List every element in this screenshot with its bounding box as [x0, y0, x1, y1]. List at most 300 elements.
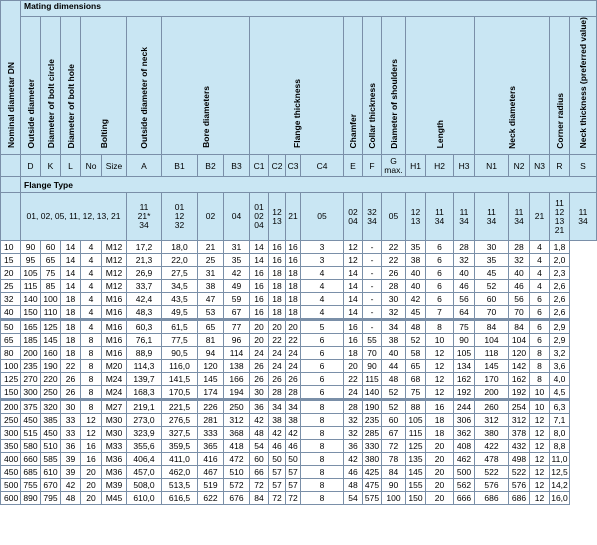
value-cell: - [363, 254, 382, 267]
value-cell: 472 [224, 453, 250, 466]
value-cell: 26,9 [127, 267, 162, 280]
value-cell: 18 [61, 347, 81, 360]
value-cell: 64 [454, 306, 475, 320]
value-cell: 6 [530, 320, 550, 334]
code-cell: C4 [301, 155, 344, 177]
outside-diameter-header: Outside diameter [21, 17, 41, 155]
value-cell: 450 [41, 427, 61, 440]
value-cell: 6 [530, 306, 550, 320]
table-row [1, 267, 597, 280]
value-cell: 70 [509, 306, 530, 320]
value-cell: 385 [41, 414, 61, 427]
value-cell: 18 [269, 293, 286, 306]
value-cell: 16 [250, 306, 269, 320]
table-row [1, 440, 597, 453]
value-cell: 72 [269, 492, 286, 505]
value-cell: 50 [286, 453, 301, 466]
value-cell: 88 [406, 400, 426, 414]
value-cell: 72 [382, 440, 406, 453]
value-cell: M45 [102, 492, 127, 505]
value-cell: 28 [286, 386, 301, 400]
value-cell: 134 [454, 360, 475, 373]
value-cell: 20 [426, 492, 454, 505]
table-row [1, 347, 597, 360]
value-cell: 365 [198, 440, 224, 453]
value-cell: 52 [406, 334, 426, 347]
value-cell: 6 [426, 241, 454, 254]
value-cell: 26 [250, 360, 269, 373]
value-cell: 8,8 [550, 440, 570, 453]
value-cell: 12 [426, 386, 454, 400]
value-cell: 6 [301, 373, 344, 386]
ft-D-L: 01, 02, 05, 11, 12, 13, 21 [21, 193, 127, 241]
bolt-hole-header: Diameter of bolt hole [61, 17, 81, 155]
value-cell: 31 [198, 267, 224, 280]
value-cell: M12 [102, 241, 127, 254]
value-cell: 576 [509, 479, 530, 492]
value-cell: 16 [250, 280, 269, 293]
value-cell: 30 [61, 400, 81, 414]
value-cell: 138 [224, 360, 250, 373]
value-cell: 8 [530, 373, 550, 386]
value-cell: 94 [198, 347, 224, 360]
ft-A: 11 21* 34 [127, 193, 162, 241]
value-cell: 359,5 [162, 440, 198, 453]
value-cell: 273,0 [127, 414, 162, 427]
value-cell: 686 [475, 492, 509, 505]
value-cell: 100 [41, 293, 61, 306]
code-cell: B3 [224, 155, 250, 177]
value-cell: 115 [363, 373, 382, 386]
value-cell: 422 [475, 440, 509, 453]
value-cell: 35 [224, 254, 250, 267]
value-cell: 281 [198, 414, 224, 427]
value-cell: 33 [61, 414, 81, 427]
value-cell: 12 [530, 492, 550, 505]
dn-cell: 600 [1, 492, 21, 505]
value-cell: 18 [61, 320, 81, 334]
value-cell: 90 [382, 479, 406, 492]
value-cell: 12 [426, 347, 454, 360]
dn-cell: 500 [1, 479, 21, 492]
value-cell: 72 [286, 492, 301, 505]
value-cell: 8 [81, 334, 102, 347]
value-cell: 194 [224, 386, 250, 400]
value-cell: 53 [198, 306, 224, 320]
value-cell: 408 [454, 440, 475, 453]
chamfer-header: Chamfer [344, 17, 363, 155]
value-cell: 457,0 [127, 466, 162, 479]
value-cell: 8 [301, 492, 344, 505]
value-cell: 46 [454, 280, 475, 293]
value-cell: 16,0 [551, 493, 568, 504]
value-cell: 22 [382, 241, 406, 254]
value-cell: 323,9 [127, 427, 162, 440]
ft-B3: 04 [224, 193, 250, 241]
value-cell: 12 [426, 373, 454, 386]
value-cell: 115 [406, 427, 426, 440]
ft-C3: 21 [286, 193, 301, 241]
value-cell: 28 [344, 400, 363, 414]
value-cell: 12 [81, 427, 102, 440]
value-cell: 432 [509, 440, 530, 453]
value-cell: 46 [509, 280, 530, 293]
ft-N1: 11 34 [475, 193, 509, 241]
value-cell: 4 [81, 280, 102, 293]
value-cell: 32 [344, 427, 363, 440]
value-cell: 65 [198, 320, 224, 334]
value-cell: 200 [21, 347, 41, 360]
value-cell: 7 [426, 306, 454, 320]
value-cell: 378 [509, 427, 530, 440]
value-cell: 24 [344, 386, 363, 400]
value-cell: 27,5 [162, 267, 198, 280]
value-cell: 475 [363, 479, 382, 492]
value-cell: 60 [250, 453, 269, 466]
value-cell: 6 [426, 280, 454, 293]
value-cell: 25 [198, 254, 224, 267]
bore-diameters-header: Bore diameters [162, 17, 250, 155]
table-row [1, 400, 597, 414]
value-cell: 21,3 [127, 254, 162, 267]
value-cell: 12,5 [551, 467, 568, 478]
value-cell: 40 [406, 280, 426, 293]
value-cell: 12 [530, 479, 550, 492]
value-cell: 145 [406, 466, 426, 479]
code-cell: K [41, 155, 61, 177]
value-cell: 28 [269, 386, 286, 400]
value-cell: 190 [363, 400, 382, 414]
value-cell: 500 [454, 466, 475, 479]
value-cell: 18,0 [162, 241, 198, 254]
dn-cell: 200 [1, 400, 21, 414]
value-cell: 46 [286, 440, 301, 453]
value-cell: 20 [426, 479, 454, 492]
value-cell: 22 [269, 334, 286, 347]
flange-type-blank [1, 177, 21, 193]
value-cell: 515 [21, 427, 41, 440]
value-cell: 4 [81, 267, 102, 280]
value-cell: 254 [509, 400, 530, 414]
value-cell: 95 [21, 254, 41, 267]
value-cell: 66 [250, 466, 269, 479]
value-cell: 660 [21, 453, 41, 466]
value-cell: 16 [286, 254, 301, 267]
value-cell: 56 [454, 293, 475, 306]
value-cell: 20 [344, 360, 363, 373]
value-cell: 12 [344, 254, 363, 267]
ft-E: 02 04 [344, 193, 363, 241]
shoulders-diameter-header: Diameter of shoulders [382, 17, 406, 155]
value-cell: 200 [475, 386, 509, 400]
value-cell: 18 [269, 280, 286, 293]
value-cell: 380 [475, 427, 509, 440]
value-cell: 32 [382, 306, 406, 320]
value-cell: 55 [363, 334, 382, 347]
value-cell: M20 [102, 360, 127, 373]
value-cell: 75 [41, 267, 61, 280]
value-cell: 3 [301, 254, 344, 267]
value-cell: 26 [61, 373, 81, 386]
dn-cell: 40 [1, 306, 21, 320]
value-cell: 8 [81, 400, 102, 414]
ft-H2: 11 34 [426, 193, 454, 241]
value-cell: 42 [250, 414, 269, 427]
dn-cell: 400 [1, 453, 21, 466]
value-cell: 11,0 [550, 453, 570, 466]
ft-S: 11 34 [570, 193, 597, 241]
value-cell: 22 [344, 373, 363, 386]
value-cell: 34,5 [162, 280, 198, 293]
value-cell: 4 [301, 280, 344, 293]
value-cell: M36 [102, 466, 127, 479]
value-cell: 6 [426, 254, 454, 267]
value-cell: 150 [406, 492, 426, 505]
code-cell: G max. [382, 155, 406, 177]
value-cell: 285 [363, 427, 382, 440]
value-cell: 49 [224, 280, 250, 293]
value-cell: 12 [530, 466, 550, 479]
value-cell: 192 [509, 386, 530, 400]
code-cell: H2 [426, 155, 454, 177]
value-cell: 16 [344, 334, 363, 347]
value-cell: 20 [250, 334, 269, 347]
value-cell: 42 [224, 267, 250, 280]
value-cell: 368 [224, 427, 250, 440]
value-cell: 26 [250, 373, 269, 386]
value-cell: 333 [198, 427, 224, 440]
value-cell: 8 [530, 360, 550, 373]
value-cell: 8 [301, 440, 344, 453]
ft-B1: 01 12 32 [162, 193, 198, 241]
ft-C1: 01 02 04 [250, 193, 269, 241]
value-cell: 4,0 [550, 373, 570, 386]
value-cell: 85 [41, 280, 61, 293]
value-cell: 6 [301, 334, 344, 347]
ft-C4: 05 [301, 193, 344, 241]
value-cell: 24 [269, 360, 286, 373]
value-cell: 18 [61, 334, 81, 347]
outside-neck-header: Outside diameter of neck [127, 17, 162, 155]
value-cell: 2,6 [550, 306, 570, 320]
value-cell: 18 [344, 347, 363, 360]
value-cell: M30 [102, 427, 127, 440]
value-cell: 140 [21, 293, 41, 306]
corner-radius-header: Corner radius [550, 17, 570, 155]
value-cell: 610,0 [127, 492, 162, 505]
value-cell: 28 [509, 241, 530, 254]
code-cell: C1 [250, 155, 269, 177]
value-cell: 174 [198, 386, 224, 400]
value-cell: 104 [509, 334, 530, 347]
value-cell: 162 [454, 373, 475, 386]
value-cell: 221,5 [162, 400, 198, 414]
value-cell: 244 [454, 400, 475, 414]
dn-cell: 32 [1, 293, 21, 306]
value-cell: M30 [102, 414, 127, 427]
value-cell: 4 [530, 241, 550, 254]
value-cell: 84 [475, 320, 509, 334]
value-cell: 6 [426, 293, 454, 306]
value-cell: 34 [269, 400, 286, 414]
value-cell: 162 [509, 373, 530, 386]
value-cell: 38 [269, 414, 286, 427]
value-cell: 12 [530, 427, 550, 440]
value-cell: 16 [344, 320, 363, 334]
value-cell: 42 [286, 427, 301, 440]
value-cell: 355,6 [127, 440, 162, 453]
value-cell: 36 [344, 440, 363, 453]
value-cell: 14 [344, 280, 363, 293]
value-cell: 38 [198, 280, 224, 293]
value-cell: M16 [102, 347, 127, 360]
value-cell: 18 [426, 414, 454, 427]
value-cell: 16 [81, 453, 102, 466]
value-cell: 686 [509, 492, 530, 505]
value-cell: 235 [21, 360, 41, 373]
value-cell: M39 [102, 479, 127, 492]
value-cell: 276,5 [162, 414, 198, 427]
value-cell: M36 [102, 453, 127, 466]
value-cell: 17,2 [127, 241, 162, 254]
value-cell: 8 [81, 347, 102, 360]
value-cell: 54 [250, 440, 269, 453]
value-cell: 125 [406, 440, 426, 453]
value-cell: M12 [102, 280, 127, 293]
value-cell: 142 [509, 360, 530, 373]
value-cell: 20 [81, 479, 102, 492]
value-cell: 2,0 [550, 254, 570, 267]
value-cell: 8,0 [550, 427, 570, 440]
value-cell: M27 [102, 400, 127, 414]
value-cell: 192 [454, 386, 475, 400]
table-row [1, 360, 597, 373]
code-cell: H1 [406, 155, 426, 177]
value-cell: 312 [475, 414, 509, 427]
dn-cell: 50 [1, 320, 21, 334]
value-cell: 60 [475, 293, 509, 306]
value-cell: 585 [41, 453, 61, 466]
table-row [1, 386, 597, 400]
length-header: Length [406, 17, 475, 155]
value-cell: 160 [41, 347, 61, 360]
value-cell: 115 [21, 280, 41, 293]
value-cell: M33 [102, 440, 127, 453]
bolt-circle-header: Diameter of bolt circle [41, 17, 61, 155]
code-cell: R [550, 155, 570, 177]
value-cell: 14 [250, 241, 269, 254]
flange-type-blank2 [1, 193, 21, 241]
dn-cell: 15 [1, 254, 21, 267]
value-cell: 572 [224, 479, 250, 492]
value-cell: 4 [81, 293, 102, 306]
code-cell: B1 [162, 155, 198, 177]
value-cell: 306 [454, 414, 475, 427]
value-cell: 26 [286, 373, 301, 386]
value-cell: 18 [286, 280, 301, 293]
flange-type-label: Flange Type [21, 177, 597, 193]
ft-N3: 21 [530, 193, 550, 241]
value-cell: 12 [530, 414, 550, 427]
value-cell: 24 [250, 347, 269, 360]
value-cell: 84 [250, 492, 269, 505]
code-cell: C3 [286, 155, 301, 177]
flange-type-row [1, 193, 597, 241]
value-cell: 90 [454, 334, 475, 347]
value-cell: 8 [301, 400, 344, 414]
value-cell: 16 [269, 254, 286, 267]
value-cell: 20 [286, 320, 301, 334]
ft-F: 32 34 [363, 193, 382, 241]
value-cell: 14,2 [551, 480, 568, 491]
value-cell: 20 [426, 453, 454, 466]
value-cell: 510 [41, 440, 61, 453]
value-cell: 31 [224, 241, 250, 254]
value-cell: 513,5 [162, 479, 198, 492]
value-cell: 24 [286, 347, 301, 360]
value-cell: 30 [475, 241, 509, 254]
value-cell: 33,7 [127, 280, 162, 293]
value-cell: 14 [344, 306, 363, 320]
value-cell: 8 [301, 453, 344, 466]
value-cell: 77,5 [162, 334, 198, 347]
flange-thickness-header: Flange thickness [250, 17, 344, 155]
value-cell: 34 [286, 400, 301, 414]
value-cell: 3 [301, 241, 344, 254]
value-cell: 2,6 [550, 280, 570, 293]
value-cell: 14 [61, 280, 81, 293]
value-cell: 467 [198, 466, 224, 479]
value-cell: 65 [406, 360, 426, 373]
value-cell: 250 [224, 400, 250, 414]
value-cell: 18 [269, 306, 286, 320]
value-cell: 12 [81, 414, 102, 427]
value-cell: 40 [509, 267, 530, 280]
code-cell: N1 [475, 155, 509, 177]
value-cell: 4 [301, 293, 344, 306]
value-cell: M16 [102, 320, 127, 334]
dn-cell: 150 [1, 386, 21, 400]
value-cell: 312 [509, 414, 530, 427]
value-cell: 4 [81, 254, 102, 267]
value-cell: 39 [61, 453, 81, 466]
value-cell: 575 [363, 492, 382, 505]
dn-cell: 80 [1, 347, 21, 360]
value-cell: 104 [475, 334, 509, 347]
dn-cell: 300 [1, 427, 21, 440]
value-cell: 462,0 [162, 466, 198, 479]
value-cell: 7,1 [550, 414, 570, 427]
table-row [1, 492, 597, 505]
value-cell: 40 [454, 267, 475, 280]
value-cell: 406,4 [127, 453, 162, 466]
value-cell: 320 [41, 400, 61, 414]
value-cell: 34 [382, 320, 406, 334]
value-cell: 416 [198, 453, 224, 466]
value-cell: 616,5 [162, 492, 198, 505]
value-cell: M16 [102, 306, 127, 320]
value-cell: 155 [406, 479, 426, 492]
value-cell: 4 [81, 306, 102, 320]
dn-cell: 10 [1, 241, 21, 254]
dn-cell: 450 [1, 466, 21, 479]
value-cell: 4 [81, 320, 102, 334]
value-cell: 38 [286, 414, 301, 427]
value-cell: 1,8 [550, 241, 570, 254]
code-cell: L [61, 155, 81, 177]
value-cell: 6 [301, 360, 344, 373]
value-cell: 330 [363, 440, 382, 453]
